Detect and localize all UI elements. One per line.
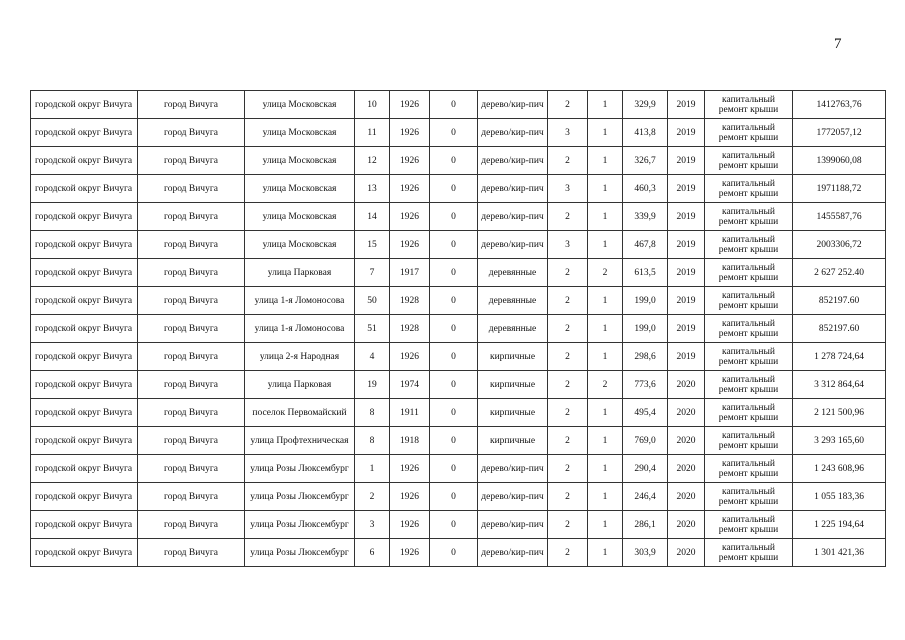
cell-0: 0 — [430, 259, 478, 287]
entrances-cell: 1 — [588, 119, 623, 147]
cell-0: 0 — [430, 203, 478, 231]
floors-cell: 2 — [548, 287, 588, 315]
municipality-cell: городской округ Вичуга — [31, 119, 138, 147]
work-type-cell: капитальный ремонт крыши — [705, 287, 793, 315]
cell-0: 0 — [430, 175, 478, 203]
house-number-cell: 6 — [355, 539, 390, 567]
floors-cell: 2 — [548, 203, 588, 231]
municipality-cell: городской округ Вичуга — [31, 455, 138, 483]
municipality-cell: городской округ Вичуга — [31, 175, 138, 203]
cell-0: 0 — [430, 371, 478, 399]
entrances-cell: 1 — [588, 91, 623, 119]
entrances-cell: 1 — [588, 427, 623, 455]
year-built-cell: 1928 — [390, 315, 430, 343]
area-cell: 467,8 — [623, 231, 668, 259]
work-type-cell: капитальный ремонт крыши — [705, 371, 793, 399]
municipality-cell: городской округ Вичуга — [31, 371, 138, 399]
work-type-cell: капитальный ремонт крыши — [705, 343, 793, 371]
house-number-cell: 51 — [355, 315, 390, 343]
plan-year-cell: 2019 — [668, 91, 705, 119]
housing-repair-table — [30, 90, 886, 567]
entrances-cell: 1 — [588, 175, 623, 203]
floors-cell: 2 — [548, 91, 588, 119]
table-row — [31, 399, 886, 427]
house-number-cell: 12 — [355, 147, 390, 175]
table-row — [31, 119, 886, 147]
settlement-cell: город Вичуга — [138, 539, 245, 567]
house-number-cell: 50 — [355, 287, 390, 315]
cost-cell: 1 055 183,36 — [793, 483, 886, 511]
floors-cell: 2 — [548, 259, 588, 287]
table-row — [31, 483, 886, 511]
work-type-cell: капитальный ремонт крыши — [705, 259, 793, 287]
table-row — [31, 259, 886, 287]
plan-year-cell: 2020 — [668, 371, 705, 399]
house-number-cell: 8 — [355, 399, 390, 427]
street-cell: улица Московская — [245, 175, 355, 203]
area-cell: 769,0 — [623, 427, 668, 455]
street-cell: улица Парковая — [245, 259, 355, 287]
street-cell: улица 1-я Ломоносова — [245, 315, 355, 343]
street-cell: улица Парковая — [245, 371, 355, 399]
floors-cell: 2 — [548, 371, 588, 399]
entrances-cell: 2 — [588, 259, 623, 287]
plan-year-cell: 2020 — [668, 427, 705, 455]
entrances-cell: 1 — [588, 511, 623, 539]
plan-year-cell: 2020 — [668, 483, 705, 511]
floors-cell: 2 — [548, 483, 588, 511]
cell-0: 0 — [430, 231, 478, 259]
cell-0: 0 — [430, 455, 478, 483]
floors-cell: 3 — [548, 231, 588, 259]
entrances-cell: 1 — [588, 399, 623, 427]
table-body — [31, 91, 886, 567]
table-row — [31, 343, 886, 371]
cost-cell: 2003306,72 — [793, 231, 886, 259]
municipality-cell: городской округ Вичуга — [31, 91, 138, 119]
street-cell: улица Московская — [245, 119, 355, 147]
area-cell: 613,5 — [623, 259, 668, 287]
wall-material-cell: дерево/кир-пич — [478, 203, 548, 231]
year-built-cell: 1926 — [390, 343, 430, 371]
settlement-cell: город Вичуга — [138, 231, 245, 259]
floors-cell: 3 — [548, 175, 588, 203]
table-row — [31, 315, 886, 343]
wall-material-cell: дерево/кир-пич — [478, 455, 548, 483]
municipality-cell: городской округ Вичуга — [31, 231, 138, 259]
settlement-cell: город Вичуга — [138, 287, 245, 315]
cell-0: 0 — [430, 343, 478, 371]
house-number-cell: 7 — [355, 259, 390, 287]
area-cell: 298,6 — [623, 343, 668, 371]
area-cell: 339,9 — [623, 203, 668, 231]
municipality-cell: городской округ Вичуга — [31, 511, 138, 539]
house-number-cell: 2 — [355, 483, 390, 511]
plan-year-cell: 2019 — [668, 315, 705, 343]
municipality-cell: городской округ Вичуга — [31, 259, 138, 287]
floors-cell: 2 — [548, 427, 588, 455]
municipality-cell: городской округ Вичуга — [31, 315, 138, 343]
house-number-cell: 14 — [355, 203, 390, 231]
table-row — [31, 511, 886, 539]
floors-cell: 2 — [548, 315, 588, 343]
area-cell: 199,0 — [623, 287, 668, 315]
settlement-cell: город Вичуга — [138, 483, 245, 511]
floors-cell: 3 — [548, 119, 588, 147]
plan-year-cell: 2019 — [668, 231, 705, 259]
work-type-cell: капитальный ремонт крыши — [705, 203, 793, 231]
table-row — [31, 371, 886, 399]
entrances-cell: 1 — [588, 455, 623, 483]
work-type-cell: капитальный ремонт крыши — [705, 91, 793, 119]
floors-cell: 2 — [548, 399, 588, 427]
year-built-cell: 1926 — [390, 511, 430, 539]
plan-year-cell: 2020 — [668, 455, 705, 483]
entrances-cell: 1 — [588, 315, 623, 343]
municipality-cell: городской округ Вичуга — [31, 147, 138, 175]
municipality-cell: городской округ Вичуга — [31, 287, 138, 315]
wall-material-cell: дерево/кир-пич — [478, 91, 548, 119]
cost-cell: 1412763,76 — [793, 91, 886, 119]
house-number-cell: 1 — [355, 455, 390, 483]
cell-0: 0 — [430, 427, 478, 455]
cell-0: 0 — [430, 539, 478, 567]
work-type-cell: капитальный ремонт крыши — [705, 231, 793, 259]
area-cell: 286,1 — [623, 511, 668, 539]
wall-material-cell: деревянные — [478, 287, 548, 315]
cost-cell: 3 312 864,64 — [793, 371, 886, 399]
year-built-cell: 1926 — [390, 455, 430, 483]
cell-0: 0 — [430, 147, 478, 175]
plan-year-cell: 2020 — [668, 511, 705, 539]
house-number-cell: 11 — [355, 119, 390, 147]
settlement-cell: город Вичуга — [138, 119, 245, 147]
year-built-cell: 1926 — [390, 175, 430, 203]
wall-material-cell: кирпичные — [478, 427, 548, 455]
municipality-cell: городской округ Вичуга — [31, 203, 138, 231]
table-row — [31, 455, 886, 483]
entrances-cell: 1 — [588, 343, 623, 371]
table-row — [31, 287, 886, 315]
cost-cell: 1772057,12 — [793, 119, 886, 147]
settlement-cell: город Вичуга — [138, 175, 245, 203]
year-built-cell: 1928 — [390, 287, 430, 315]
cost-cell: 1399060,08 — [793, 147, 886, 175]
wall-material-cell: дерево/кир-пич — [478, 539, 548, 567]
work-type-cell: капитальный ремонт крыши — [705, 427, 793, 455]
cost-cell: 1 301 421,36 — [793, 539, 886, 567]
table-row — [31, 175, 886, 203]
settlement-cell: город Вичуга — [138, 203, 245, 231]
wall-material-cell: деревянные — [478, 315, 548, 343]
street-cell: улица Розы Люксембург — [245, 539, 355, 567]
cost-cell: 1 278 724,64 — [793, 343, 886, 371]
settlement-cell: город Вичуга — [138, 455, 245, 483]
year-built-cell: 1926 — [390, 203, 430, 231]
entrances-cell: 1 — [588, 147, 623, 175]
cell-0: 0 — [430, 483, 478, 511]
floors-cell: 2 — [548, 511, 588, 539]
area-cell: 246,4 — [623, 483, 668, 511]
plan-year-cell: 2019 — [668, 287, 705, 315]
year-built-cell: 1911 — [390, 399, 430, 427]
settlement-cell: город Вичуга — [138, 343, 245, 371]
cost-cell: 1455587,76 — [793, 203, 886, 231]
year-built-cell: 1926 — [390, 91, 430, 119]
cost-cell: 2 627 252.40 — [793, 259, 886, 287]
cost-cell: 1 243 608,96 — [793, 455, 886, 483]
street-cell: улица 2-я Народная — [245, 343, 355, 371]
area-cell: 199,0 — [623, 315, 668, 343]
cell-0: 0 — [430, 119, 478, 147]
wall-material-cell: кирпичные — [478, 371, 548, 399]
street-cell: улица Розы Люксембург — [245, 483, 355, 511]
work-type-cell: капитальный ремонт крыши — [705, 147, 793, 175]
work-type-cell: капитальный ремонт крыши — [705, 455, 793, 483]
wall-material-cell: дерево/кир-пич — [478, 175, 548, 203]
wall-material-cell: дерево/кир-пич — [478, 119, 548, 147]
wall-material-cell: кирпичные — [478, 399, 548, 427]
floors-cell: 2 — [548, 455, 588, 483]
street-cell: улица Профтехническая — [245, 427, 355, 455]
plan-year-cell: 2019 — [668, 259, 705, 287]
house-number-cell: 10 — [355, 91, 390, 119]
municipality-cell: городской округ Вичуга — [31, 483, 138, 511]
entrances-cell: 1 — [588, 483, 623, 511]
work-type-cell: капитальный ремонт крыши — [705, 511, 793, 539]
settlement-cell: город Вичуга — [138, 371, 245, 399]
plan-year-cell: 2019 — [668, 203, 705, 231]
table-row — [31, 203, 886, 231]
floors-cell: 2 — [548, 147, 588, 175]
plan-year-cell: 2020 — [668, 399, 705, 427]
wall-material-cell: кирпичные — [478, 343, 548, 371]
table-row — [31, 91, 886, 119]
plan-year-cell: 2019 — [668, 147, 705, 175]
municipality-cell: городской округ Вичуга — [31, 399, 138, 427]
entrances-cell: 1 — [588, 287, 623, 315]
area-cell: 460,3 — [623, 175, 668, 203]
house-number-cell: 15 — [355, 231, 390, 259]
cost-cell: 852197.60 — [793, 287, 886, 315]
settlement-cell: город Вичуга — [138, 427, 245, 455]
settlement-cell: город Вичуга — [138, 259, 245, 287]
street-cell: улица Московская — [245, 147, 355, 175]
cost-cell: 1971188,72 — [793, 175, 886, 203]
work-type-cell: капитальный ремонт крыши — [705, 399, 793, 427]
settlement-cell: город Вичуга — [138, 315, 245, 343]
house-number-cell: 13 — [355, 175, 390, 203]
street-cell: улица Московская — [245, 203, 355, 231]
cost-cell: 1 225 194,64 — [793, 511, 886, 539]
area-cell: 303,9 — [623, 539, 668, 567]
area-cell: 773,6 — [623, 371, 668, 399]
year-built-cell: 1917 — [390, 259, 430, 287]
table-row — [31, 147, 886, 175]
plan-year-cell: 2019 — [668, 175, 705, 203]
settlement-cell: город Вичуга — [138, 399, 245, 427]
year-built-cell: 1926 — [390, 539, 430, 567]
floors-cell: 2 — [548, 539, 588, 567]
settlement-cell: город Вичуга — [138, 91, 245, 119]
house-number-cell: 19 — [355, 371, 390, 399]
floors-cell: 2 — [548, 343, 588, 371]
year-built-cell: 1926 — [390, 231, 430, 259]
cell-0: 0 — [430, 399, 478, 427]
area-cell: 495,4 — [623, 399, 668, 427]
plan-year-cell: 2019 — [668, 343, 705, 371]
plan-year-cell: 2020 — [668, 539, 705, 567]
municipality-cell: городской округ Вичуга — [31, 539, 138, 567]
cost-cell: 3 293 165,60 — [793, 427, 886, 455]
table-row — [31, 427, 886, 455]
street-cell: улица 1-я Ломоносова — [245, 287, 355, 315]
street-cell: поселок Первомайский — [245, 399, 355, 427]
house-number-cell: 4 — [355, 343, 390, 371]
area-cell: 329,9 — [623, 91, 668, 119]
wall-material-cell: дерево/кир-пич — [478, 231, 548, 259]
entrances-cell: 2 — [588, 371, 623, 399]
municipality-cell: городской округ Вичуга — [31, 427, 138, 455]
year-built-cell: 1918 — [390, 427, 430, 455]
year-built-cell: 1926 — [390, 483, 430, 511]
work-type-cell: капитальный ремонт крыши — [705, 483, 793, 511]
year-built-cell: 1974 — [390, 371, 430, 399]
cell-0: 0 — [430, 287, 478, 315]
wall-material-cell: деревянные — [478, 259, 548, 287]
wall-material-cell: дерево/кир-пич — [478, 511, 548, 539]
street-cell: улица Розы Люксембург — [245, 511, 355, 539]
work-type-cell: капитальный ремонт крыши — [705, 175, 793, 203]
area-cell: 290,4 — [623, 455, 668, 483]
house-number-cell: 3 — [355, 511, 390, 539]
entrances-cell: 1 — [588, 203, 623, 231]
cell-0: 0 — [430, 91, 478, 119]
street-cell: улица Московская — [245, 91, 355, 119]
cell-0: 0 — [430, 511, 478, 539]
municipality-cell: городской округ Вичуга — [31, 343, 138, 371]
work-type-cell: капитальный ремонт крыши — [705, 119, 793, 147]
settlement-cell: город Вичуга — [138, 147, 245, 175]
table-row — [31, 231, 886, 259]
street-cell: улица Розы Люксембург — [245, 455, 355, 483]
work-type-cell: капитальный ремонт крыши — [705, 539, 793, 567]
house-number-cell: 8 — [355, 427, 390, 455]
year-built-cell: 1926 — [390, 119, 430, 147]
entrances-cell: 1 — [588, 539, 623, 567]
cell-0: 0 — [430, 315, 478, 343]
wall-material-cell: дерево/кир-пич — [478, 483, 548, 511]
year-built-cell: 1926 — [390, 147, 430, 175]
entrances-cell: 1 — [588, 231, 623, 259]
area-cell: 326,7 — [623, 147, 668, 175]
area-cell: 413,8 — [623, 119, 668, 147]
cost-cell: 2 121 500,96 — [793, 399, 886, 427]
page-number: 7 — [834, 36, 842, 52]
wall-material-cell: дерево/кир-пич — [478, 147, 548, 175]
plan-year-cell: 2019 — [668, 119, 705, 147]
cost-cell: 852197.60 — [793, 315, 886, 343]
work-type-cell: капитальный ремонт крыши — [705, 315, 793, 343]
settlement-cell: город Вичуга — [138, 511, 245, 539]
street-cell: улица Московская — [245, 231, 355, 259]
table-row — [31, 539, 886, 567]
